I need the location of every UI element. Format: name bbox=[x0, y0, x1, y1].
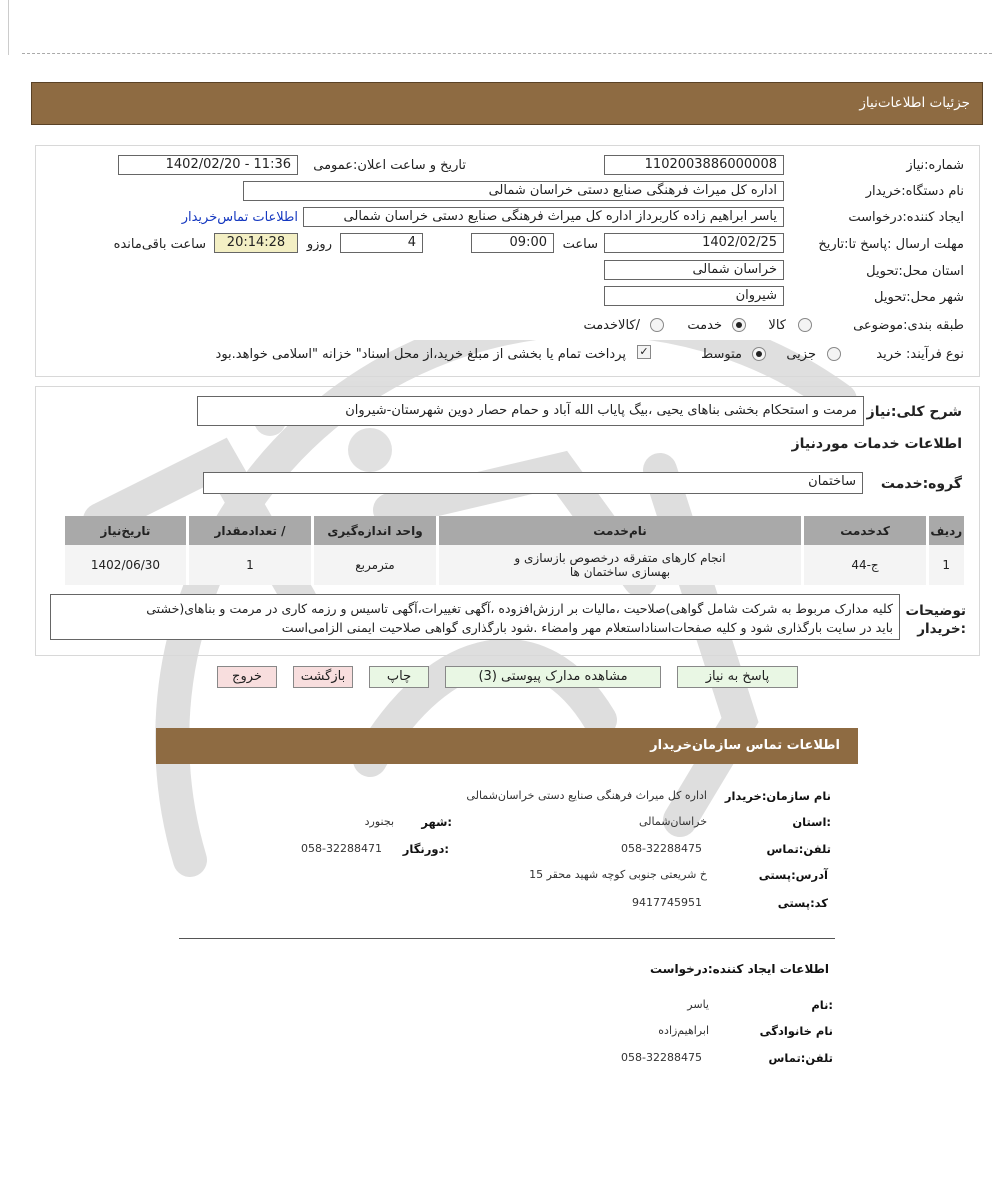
category-label: طبقه بندی:موضوعی bbox=[853, 318, 964, 333]
services-title: اطلاعات خدمات موردنیاز bbox=[791, 436, 962, 452]
contact-address-label: آدرس:پستی bbox=[758, 868, 828, 882]
col-unit: واحد اندازه‌گیری bbox=[313, 516, 438, 545]
page-edge-line bbox=[8, 0, 9, 55]
contact-province-value: خراسان‌شمالی bbox=[638, 815, 707, 828]
requester-phone-label: تلفن:تماس bbox=[768, 1051, 833, 1065]
deadline-label: مهلت ارسال :پاسخ تا:تاریخ bbox=[818, 237, 964, 252]
service-group-label: گروه:خدمت bbox=[880, 476, 962, 492]
payment-note: پرداخت تمام یا بخشی از مبلغ خرید،از محل اسناد" خزانه "اسلامی خواهد.بود bbox=[215, 347, 626, 362]
table-row bbox=[64, 545, 964, 585]
radio-medium[interactable] bbox=[752, 347, 766, 361]
buyer-notes-line-1: کلیه مدارک مربوط به شرکت شامل گواهی)صلاحیت ،مالیات بر ارزش‌افزوده ،آگهی تغییرات،آگهی تاسیس و رزمه کاری در مرمت و بناهای(خشتی bbox=[146, 601, 893, 616]
deadline-time-label: ساعت bbox=[562, 237, 598, 252]
buyer-contact-bar bbox=[156, 728, 858, 764]
requester-name-value: یاسر bbox=[687, 998, 709, 1011]
process-label: نوع فرآیند: خرید bbox=[876, 347, 964, 362]
requester-phone-value: 058-32288475 bbox=[621, 1051, 702, 1064]
col-quantity: / تعدادمقدار bbox=[188, 516, 313, 545]
contact-phone-value: 058-32288475 bbox=[621, 842, 702, 855]
days-field: 4 bbox=[340, 233, 423, 253]
buyer-notes-box bbox=[50, 594, 900, 640]
reply-button[interactable]: پاسخ به نیاز bbox=[677, 666, 798, 688]
exit-button[interactable]: خروج bbox=[217, 666, 277, 688]
remaining-label: ساعت باقی‌مانده bbox=[113, 237, 206, 252]
print-button[interactable]: چاپ bbox=[369, 666, 429, 688]
city-label: شهر محل:تحویل bbox=[874, 290, 964, 305]
contact-province-label: :استان bbox=[792, 815, 831, 829]
contact-fax-label: :دورنگار bbox=[402, 842, 449, 856]
contact-org-value: اداره کل میراث فرهنگی صنایع دستی خراسان‌شمالی bbox=[466, 789, 707, 802]
need-number-field: 1102003886000008 bbox=[604, 155, 784, 175]
cell-quantity: 1 bbox=[188, 545, 313, 585]
buyer-notes-label: توضیحات :خریدار bbox=[905, 603, 966, 637]
days-label: روزو bbox=[306, 237, 332, 252]
radio-goods-label: کالا bbox=[768, 318, 786, 333]
announce-label: تاریخ و ساعت اعلان:عمومی bbox=[313, 158, 466, 173]
radio-service[interactable] bbox=[732, 318, 746, 332]
contact-city-label: :شهر bbox=[421, 815, 452, 829]
deadline-date-field: 1402/02/25 bbox=[604, 233, 784, 253]
contact-org-label: نام سازمان:خریدار bbox=[724, 789, 831, 803]
radio-service-label: خدمت bbox=[687, 318, 722, 333]
contact-divider bbox=[179, 938, 835, 939]
buyer-contact-link[interactable]: اطلاعات تماس‌خریدار bbox=[181, 210, 298, 225]
services-table bbox=[62, 516, 964, 585]
cell-unit: مترمربع bbox=[313, 545, 438, 585]
need-number-label: شماره:نیاز bbox=[906, 158, 964, 173]
cell-need-date: 1402/06/30 bbox=[64, 545, 188, 585]
top-divider bbox=[22, 53, 992, 54]
cell-row-number: 1 bbox=[928, 545, 964, 585]
creator-label: ایجاد کننده:درخواست bbox=[848, 210, 964, 225]
col-service-name: نام‌خدمت bbox=[438, 516, 803, 545]
description-field: مرمت و استحکام بخشی بناهای یحیی ،بیگ پایاب الله آباد و حمام حصار دوین شهرستان-شیروان bbox=[197, 396, 864, 426]
details-header-bar bbox=[31, 82, 983, 125]
contact-fax-value: 058-32288471 bbox=[301, 842, 382, 855]
col-service-code: کدخدمت bbox=[803, 516, 928, 545]
creator-field: یاسر ابراهیم زاده کاربرداز اداره کل میراث فرهنگی صنایع دستی خراسان شمالی bbox=[303, 207, 784, 227]
requester-family-label: نام خانوادگی bbox=[759, 1024, 833, 1038]
service-group-field: ساختمان bbox=[203, 472, 863, 494]
radio-goods-service-label: /کالاخدمت bbox=[583, 318, 640, 333]
contact-address-value: خ شریعتی جنوبی کوچه شهید محقر 15 bbox=[529, 868, 707, 881]
contact-city-value: بجنورد bbox=[364, 815, 394, 828]
cell-service-code: ج-44 bbox=[803, 545, 928, 585]
cell-service-name: انجام کارهای متفرقه درخصوص بازسازی و بهسازی ساختمان ها bbox=[438, 545, 803, 585]
remaining-timer: 20:14:28 bbox=[214, 233, 298, 253]
col-need-date: تاریخ‌نیاز bbox=[64, 516, 188, 545]
contact-phone-label: تلفن:تماس bbox=[766, 842, 831, 856]
description-label: شرح کلی:نیاز bbox=[866, 404, 962, 420]
city-field: شیروان bbox=[604, 286, 784, 306]
buyer-contact-bar-title: اطلاعات تماس سازمان‌خریدار bbox=[650, 738, 840, 753]
requester-name-label: :نام bbox=[811, 998, 833, 1012]
view-documents-button[interactable]: مشاهده مدارک پیوستی (3) bbox=[445, 666, 661, 688]
requester-family-value: ابراهیم‌زاده bbox=[658, 1024, 709, 1037]
col-row-number: ردیف bbox=[928, 516, 964, 545]
radio-minor-label: جزیی bbox=[786, 347, 816, 362]
need-info-panel bbox=[35, 145, 980, 377]
radio-minor[interactable] bbox=[827, 347, 841, 361]
details-header-title: جزئیات اطلاعات‌نیاز bbox=[859, 95, 970, 111]
radio-medium-label: متوسط bbox=[701, 347, 742, 362]
buyer-org-label: نام دستگاه:خریدار bbox=[865, 184, 964, 199]
back-button[interactable]: بازگشت bbox=[293, 666, 353, 688]
requester-title: اطلاعات ایجاد کننده:درخواست bbox=[649, 962, 829, 976]
treasury-checkbox[interactable]: ✓ bbox=[637, 345, 651, 359]
buyer-org-field: اداره کل میراث فرهنگی صنایع دستی خراسان شمالی bbox=[243, 181, 784, 201]
buyer-notes-line-2: باید در سایت بارگذاری شود و کلیه صفحات‌اسناداستعلام مهر وامضاء .شود بارگذاری گواهی صلاحیت ایمنی الزامی‌است bbox=[281, 620, 893, 635]
contact-postal-value: 9417745951 bbox=[632, 896, 702, 909]
deadline-time-field: 09:00 bbox=[471, 233, 554, 253]
radio-goods[interactable] bbox=[798, 318, 812, 332]
announce-field: 1402/02/20 - 11:36 bbox=[118, 155, 298, 175]
province-field: خراسان شمالی bbox=[604, 260, 784, 280]
province-label: استان محل:تحویل bbox=[866, 264, 964, 279]
table-header-row bbox=[64, 516, 964, 545]
contact-postal-label: کد:پستی bbox=[777, 896, 828, 910]
radio-goods-service[interactable] bbox=[650, 318, 664, 332]
